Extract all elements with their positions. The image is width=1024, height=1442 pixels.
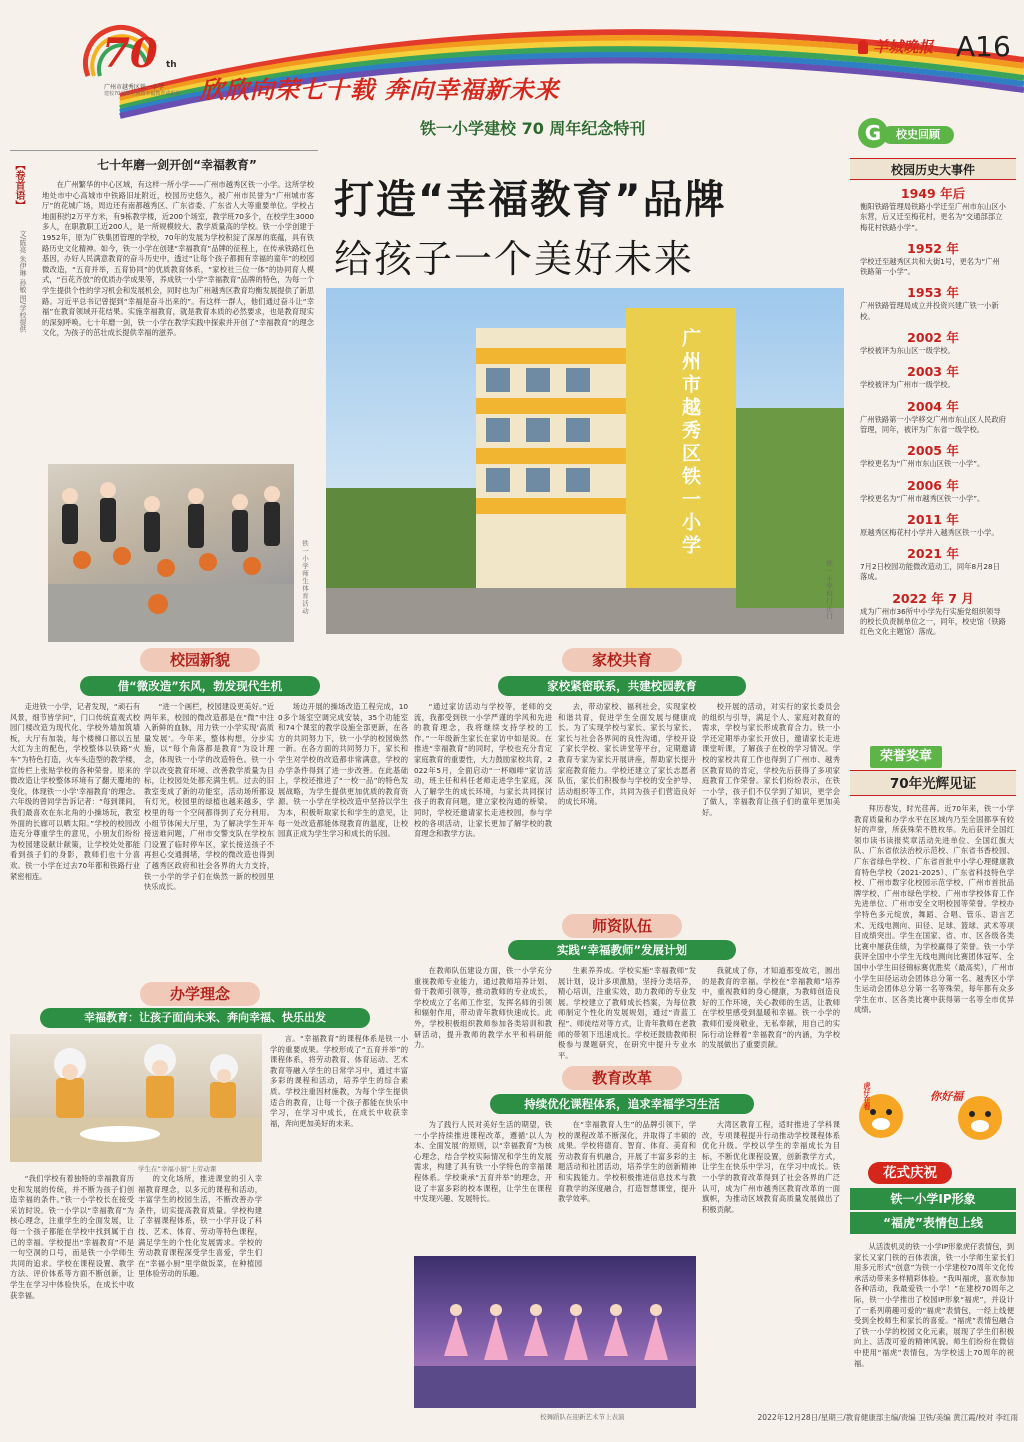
tiger-right-label: 你好福 [930,1090,963,1103]
home-school-body-col3: 校开展的活动，对实行的家长委员会的组织与引导，满足个人、家庭对教育的需求，学校与家长形成教育合力。铁一小学还定期举办家长开放日，邀请家长走进课堂听课，了解孩子在校的学习情况。学校的家校共育工作也得到了广州市、越秀区教育局的肯定，学校先后获得了多项家庭教育工作荣誉。家长们纷纷表示，在铁一小学，孩子们不仅学到了知识，更学会了做人，幸福教育让孩子们的童年更加美好。 [702,702,840,817]
history-event-text: 成为广州市36所中小学先行实施党组织领导的校长负责制单位之一，同年，校史馆（铁路红色文化主题馆）落成。 [860,606,1006,637]
history-event-text: 学校被评为东山区一级学校。 [860,346,955,356]
history-event-year: 2011 年 [907,511,959,527]
history-event-year: 2002 年 [907,330,959,346]
campus-title: 借“微改造”东风，勃发现代生机 [80,676,320,696]
history-event [850,589,1016,638]
history-event-year: 2022 年 7 月 [892,590,974,606]
celebration-title-1: 铁一小学IP形象 [850,1188,1016,1210]
header-subtitle: 铁一小学建校 70 周年纪念特刊 [420,119,646,138]
history-event [850,544,1016,583]
dance-performance-photo [414,1256,696,1408]
teachers-title: 实践“幸福教师”发展计划 [508,940,736,960]
reform-body-col3: 大湾区教育工程，适时推进了学科课改，专项课程提升行动推动学校课程体系优化升级。学校以学生的幸福成长为目标，不断优化课程设置，创新教学方式，让学生在快乐中学习，在学习中成长。铁一小学的教育改革得到了社会各界的广泛认可，成为广州市越秀区教育改革的一面旗帜，为推动区域教育高质量发展做出了积极贡献。 [702,1120,840,1214]
basketball-players-figure [48,464,294,642]
history-event-year: 2006 年 [907,477,959,493]
history-event-text: 衡阳铁路管理局铁路小学迁至广州市东山区小东营，后又迁至梅花村，更名为“交通部部立梅花村铁路小学”。 [860,202,1006,232]
philosophy-body-col1: “我们学校有着独特的幸福教育历史和发展的传统，并不断为孩子们创造幸福的条件。”铁一小学校长在接受采访时说。铁一小学以“幸福教育”为核心理念，注重学生的全面发展，让每一个孩子都能在学校中找到属于自己的幸福。学校提出“幸福教育”不是一句空洞的口号，而是铁一小学师生共同的追求。学校在课程设置、教学方法、评价体系等方面不断创新，让学生在学习中体验快乐，在成长中收获幸福。 [10,1174,134,1300]
school-building-figure [326,288,844,634]
history-event-text: 学校被评为广州市一级学校。 [860,380,955,390]
history-event [850,510,1016,538]
reform-title: 持续优化课程体系，追求幸福学习生活 [490,1094,754,1114]
philosophy-body-col3: 言。“幸福教育”的课程体系是铁一小学的重要成果。学校形成了“五育并举”的课程体系，将劳动教育、体育运动、艺术教育等融入学生的日常学习中，通过丰富多彩的课程和活动，培养学生的综合素质。学校注重因材施教，为每个学生提供适合的教育，让每一个孩子都能在快乐中学习，在学习中成长，在成长中收获幸福，奔向更加美好的未来。 [270,1034,408,1128]
honors-body: 拜历春发，时光荏苒。近70年来，铁一小学教育质量和办学水平在区域内乃至全国都享有较好的声誉，所获殊荣不胜枚举。先后获评全国红领巾读书读报奖章活动先进单位、全国红旗大队、广东省依法治校示范校、广东省书香校园、广东省绿色学校、广东省首批中小学心理健康教育特色学校（2021-2025）、广东省科技特色学校、广州市数字化校园示范学校、广州市首批品牌学校、广州市绿色学校、广州市学校体育工作先进单位、广州市安全文明校园等荣誉。学校办学特色多元绽放，舞蹈、合唱、管乐、语言艺术、无线电测向、田径、足球、篮球、武术等项目成绩突出。学生在国家、省、市、区各级各类比赛中屡获佳绩，为学校赢得了荣誉。铁一小学获评全国中小学生无线电测向比赛团体冠军、全国中小学生田径锦标赛优胜奖（最高奖），广州市小学生田径运动会团体总分第一名、越秀区小学生运动会团体总分第一名等殊荣，每年都有众多学生在市、区各类比赛中获得第一名等全市优异成绩。 [854,804,1014,1015]
honors-tag: 荣誉奖章 [870,746,942,768]
history-event-year: 2004 年 [907,398,959,414]
page-number: A16 [956,30,1011,63]
history-event-list [850,184,1016,732]
history-event-text: 学校更名为“广州市越秀区铁一小学”。 [860,493,985,503]
headline-sub: 给孩子一个美好未来 [334,237,695,281]
students-cooking-figure [10,1034,262,1162]
anniversary-logo [82,30,192,104]
history-title: 校园历史大事件 [850,158,1016,180]
logo-school-name: 广州市越秀区铁一小学 [104,84,165,91]
history-event [850,397,1016,436]
history-event-text: 学校迁至越秀区共和大街1号，更名为“广州铁路第一小学”。 [860,256,1000,277]
history-event-year: 2005 年 [907,443,959,459]
history-event-year: 1952 年 [907,240,959,256]
history-event-text: 广州铁路第一小学移交广州市东山区人民政府管理，同年，被评为广东省一级学校。 [860,414,1006,434]
gate-photo-caption: 铁一小学校门正门 [825,560,833,620]
school-building-photo [326,288,844,634]
history-icon-letter: G [864,121,882,145]
header-slogan: 欣欣向荣七十载 奔向幸福新未来 [200,76,560,104]
editorial-side-tag: 【卷首语】 [13,160,24,210]
history-event [850,362,1016,390]
history-event-year: 2003 年 [907,364,959,380]
campus-body-col3: 场边开展的操场改造工程完成，100多个场室空调完成安装，35个功能室和74个课室的教学设施全部更新，在各方的共同努力下，铁一小学的校园焕然一新。在各方面的共同努力下，家长和学生对学校的改造都非常满意，学校的办学条件得到了进一步改善。在此基础上，学校还推进了“一校一品”的特色发展战略，为学生提供更加优质的教育资源。铁一小学在学校改造中坚持以学生为本，积极听取家长和学生的意见，让每一处改造都能体现教育的温度，让校园真正成为学生学习和成长的乐园。 [278,702,408,839]
philosophy-body-col2: 的文化场所，推进课堂的引入幸福教育理念，以多元的课程和活动，丰富学生的校园生活，不断改善办学条件，切实提高教育质量。学校构建了幸福课程体系，铁一小学开设了科技、艺术、体育、劳动等特色课程，满足学生的个性化发展需求。学校的劳动教育课程深受学生喜爱，学生们在“幸福小厨”里学做饭菜，在种植园里体验劳动的乐趣。 [138,1174,262,1279]
reform-tag: 教育改革 [562,1066,682,1090]
editorial-title: 七十年磨一剑开创“幸福教育” [97,158,257,172]
editorial-authors: 文/陈亮 朱伊琳 孙敏 图/学校提供 [19,230,27,333]
tiger-mascot-right [930,1082,1010,1152]
campus-body-col1: 走进铁一小学，记者发现，“顽石有风景，细节皆学问”，门口传统直观式校园门楼改造为现代化、学校外墙加筑墙板，大厅有加装，每个楼梯口都以五星大红为主的配色，学校整体以铁路“火车”为特色打造，火车头造型的教学楼，宣传栏上张贴学校的各种荣誉。原来的微改造让学校整体环境有了翻天覆地的变化，体现铁一小学‘幸福教育’的理念。六年级的曾同学告诉记者：“每到课间，我们最喜欢在东北角的小操场玩，教室外面的长廊可以晒太阳。”学校的校园改造充分尊重学生的意见，小朋友们纷纷为校园建设献计献策，让学校处处都能看到孩子们的身影，教师们也十分喜欢。铁一小学在过去70年都和铁路行业紧密相连。 [10,702,140,881]
home-school-body-col1: “通过家访活动与学校等，老师的交流，我都受到铁一小学严谨的学风和先进的教育理念，我将继续支持学校的工作。”一年级新生家长在家访中如是说。在推进“幸福教育”的同时，学校也充分肯定家庭教育的重要性，大力鼓励家校共育，2022年5月，全面启动“一杯咖啡”家访活动，班主任和科任老师走进学生家庭，深入了解学生的成长环境，与家长共同探讨孩子的教育问题，建立家校沟通的桥梁。同时，学校还邀请家长走进校园，参与学校的各项活动，让家长更加了解学校的教育理念和教学方法。 [414,702,552,839]
history-event-year: 1953 年 [907,285,959,301]
editorial-top-rule [10,150,318,151]
reform-body-col1: 为了践行人民对美好生活的期望，铁一小学持续推进课程改革，遵循‘以人为本、全面发展’的原则，以“幸福教育”为核心理念，结合学校实际情况和学生的发展需求，构建了具有铁一小学特色的幸福课程体系。学校秉承“五育并举”的理念，开设了丰富多彩的校本课程，让学生在课程中发现兴趣、发展特长。 [414,1120,552,1204]
history-event-text: 原越秀区梅花村小学并入越秀区铁一小学。 [860,527,999,537]
headline-main: 打造“幸福教育”品牌 [334,177,727,223]
teachers-tag: 师资队伍 [562,914,682,938]
history-event [850,441,1016,469]
teachers-body-col1: 在教师队伍建设方面，铁一小学充分重视教师专业能力，通过教师培养计划、骨干教师引领等，推动教师的专业成长，学校成立了名师工作室，发挥名师的引领和辐射作用，带动青年教师快速成长。此外，学校积极组织教师参加各类培训和教研活动，提升教师的教学水平和科研能力。 [414,966,552,1050]
basketball-photo [48,464,294,642]
celebration-title-2: “福虎”表情包上线 [850,1212,1016,1234]
logo-number: 70 [102,30,158,77]
history-event [850,476,1016,504]
tiger-left-label: 虎仔在看 [863,1082,871,1110]
dancers-figure [414,1256,696,1408]
philosophy-tag: 办学理念 [140,982,260,1006]
teachers-body-col2: 生素养养成。学校实施“幸福教师”发展计划，设计多项激励，坚持分类培养，精心培训，注重实效，助力教师的专业发展。学校建立了教师成长档案，为每位教师制定个性化的发展规划，通过“青蓝工程”、师徒结对等方式，让青年教师在老教师的带领下迅速成长。学校还鼓励教师积极参与课题研究，在研究中提升专业水平。 [558,966,696,1060]
newspaper-logo-icon [858,40,868,54]
history-event [850,328,1016,356]
newspaper-brand [858,36,954,60]
history-event-year: 2021 年 [907,546,959,562]
building-sign-text: 广州市越秀区铁一小学 [679,328,701,558]
logo-school-sub: 建校70周年庆典暨幸福教育成果展 [104,91,181,97]
teachers-body-col3: 我就成了你，才知道那变故宅，圆出的是教育的幸福。学校在“幸福教师”培养中，重视教师的身心健康，为教师创造良好的工作环境，关心教师的生活，让教师在学校里感受到温暖和幸福。铁一小学的教师们爱岗敬业，无私奉献，用自己的实际行动诠释着“幸福教育”的内涵，为学校的发展做出了重要贡献。 [702,966,840,1050]
newspaper-name: 羊城晚报 [873,38,934,56]
history-event [850,283,1016,322]
celebration-body: 从活泼机灵的铁一小学IP形象虎仔表情包，到家长又家门铁的百体表演，铁一小学师生家长们用多元形式“创意”为铁一小学建校70周年文化传承活动带来多样精彩体验。“我叫福虎，喜欢参加各种活动，我最爱铁一小学！”在建校70周年之际，铁一小学推出了校园IP形象“福虎”，并设计了一系列萌趣可爱的“福虎”表情包，一经上线便受到全校师生和家长的喜爱。“福虎”表情包融合了铁一小学的校园文化元素，展现了学生们积极向上、活泼可爱的精神风貌。师生们纷纷在微信中使用“福虎”表情包，为学校送上70周年的祝福。 [854,1242,1014,1368]
history-event-text: 7月2日校园功能微改造动工，同年8月28日落成。 [860,562,1000,582]
history-event-text: 学校更名为“广州市东山区铁一小学”。 [860,459,985,469]
page-footer: 2022年12月28日/星期三/教育健康部主编/责编 卫铁/美编 黄江霞/校对 李红雨 [757,1413,1018,1422]
home-school-title: 家校紧密联系，共建校园教育 [498,676,746,696]
history-tag: 校史回顾 [882,126,954,144]
editorial-body: 在广州繁华的中心区域，有这样一所小学——广州市越秀区铁一小学。这所学校地处市中心高城市中铁路旧址附近，校园历史悠久，被广州市民誉为“广州城市客厅”的花城广场，周边还有南都越秀区、广东省委、广东省人大等重要单位。学校占地面积约2万平方米，有9栋教学楼，近200个场室，教学班70多个，在校学生3000多人，在职教职工近200人，是一所规模较大、教学质量高的学校。铁一小学创建于1952年，原为广铁集团管理的学校，70年的发展为学校积淀了深厚的底蕴，具有铁路历史文化精神。如今，铁一小学在创建“幸福教育”品牌的征程上，在传承铁路红色基因，办好人民满意教育的奋斗历史中，透过“让每个孩子都拥有幸福的童年”的校园微改造，“五育并举，五育协同”的优质教育体系，“家校社三位一体”的协同育人模式，“百花齐放”的优质办学成果等，养成铁一小学“幸福教育”品牌的特色，为每一个学生提供个性的学习机会和发展机会，同时也为广州越秀区教育均衡发展提供了新思路。习近平总书记曾提到“幸福是奋斗出来的”。有这样一群人，他们通过奋斗让“幸福”在教育领域开花结果。实施幸福教育，就是教育本质的必然要求，也是教育现实的深刻呼唤。七十年磨一剑，铁一小学在教学实践中探索并开创了“幸福教育”的理念文化，为孩子的茁壮成长提供幸福的滋养。 [42,180,314,338]
history-event [850,239,1016,278]
honors-title: 70年光辉见证 [850,770,1016,796]
history-event-year: 1949 年后 [900,186,966,201]
logo-th: th [166,60,177,70]
home-school-tag: 家校共育 [562,648,682,672]
history-event-text: 广州铁路管理局成立并投资兴建广铁一小新校。 [860,301,999,321]
cooking-photo-caption-line: 学生在“幸福小厨”上劳动课 [138,1165,217,1173]
philosophy-title: 幸福教育：让孩子面向未来、奔向幸福、快乐出发 [40,1008,370,1028]
home-school-body-col2: 去，带动家校、福利社会，实现家校和谐共育，促进学生全面发展与健康成长。为了实现学校与家长、家长与家长、家长与社会各界间的良性沟通，学校开设了家长学校、家长讲堂等平台，定期邀请教育专家为家长开展讲座，帮助家长提升家庭教育能力。学校还建立了家长志愿者队伍，家长们积极参与学校的安全护导、活动组织等工作，共同为孩子们营造良好的成长环境。 [558,702,696,807]
tiger-mascot-left [852,1082,910,1152]
celebration-tag: 花式庆祝 [868,1162,952,1184]
history-event [850,184,1016,233]
dance-photo-caption: 校舞蹈队在迎新艺术节上表演 [540,1413,625,1421]
cooking-class-photo [10,1034,262,1162]
campus-body-col2: “进一个画栏，校园建设更美好。”近两年来，校园的微改造都是在“微”中注入新鲜的血脉，用力铁一小学实现‘高质量发展’。今年来，整体构想，分步实施，以“每个角落都是教育”为设计理念，体现铁一小学的改造特色。铁一小学以改变教育环境、改善教学质量为目标，让校园处处都充满生机。过去的旧教室变成了新的功能室，活动场所都设有灯光，校园里的绿植也越来越多，学校里的每一个空间都得到了充分利用。小组节体闲大厅里，为了解决学生开车接送难问题，广州市交警支队在学校东门设置了临时停车区，家长接送孩子不再担心交通拥堵，学校的微改造也得到了越秀区政府和社会各界的大力支持，铁一小学的学子们在焕然一新的校园里快乐成长。 [144,702,274,892]
reform-body-col2: 在“幸福教育人生”的品牌引领下，学校的课程改革不断深化，并取得了丰硕的成果。学校将德育、智育、体育、美育和劳动教育有机融合，开展了丰富多彩的主题活动和社团活动，培养学生的创新精神和实践能力。学校积极推进信息技术与教育教学的深度融合，打造智慧课堂，提升教学效率。 [558,1120,696,1204]
campus-tag: 校园新貌 [140,648,260,672]
basketball-photo-caption: 铁一小学师生体育活动 [301,540,309,615]
